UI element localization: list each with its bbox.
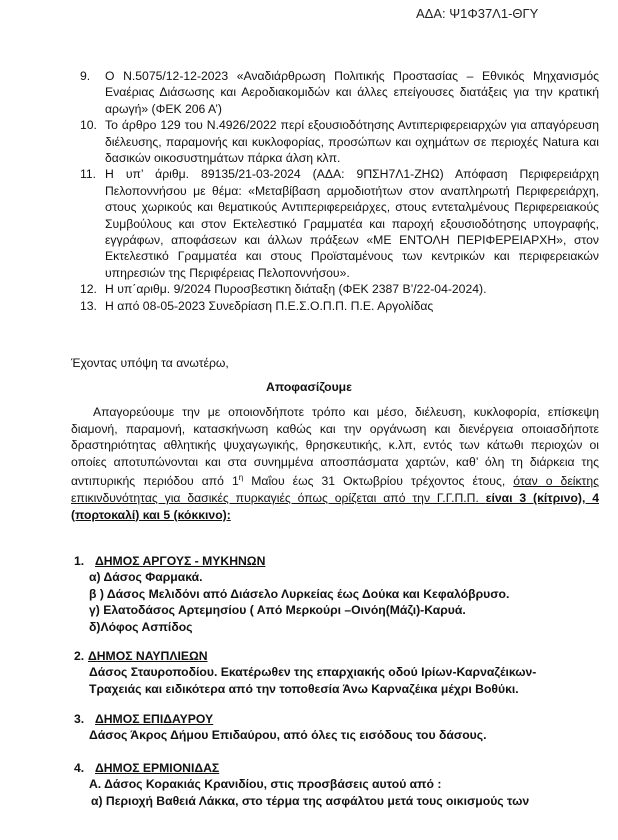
reference-item bbox=[80, 166, 599, 281]
reference-item bbox=[80, 68, 599, 117]
reference-text: Η από 08-05-2023 Συνεδρίαση Π.Ε.Σ.Ο.Π.Π. Π.Ε. Αργολίδας bbox=[105, 298, 434, 313]
ordinal-superscript: η bbox=[238, 473, 244, 483]
reference-text: Ο Ν.5075/12-12-2023 «Αναδιάρθρωση Πολιτικής Προστασίας – Εθνικός Μηχανισμός Εναέριας Διάσωσης και Αεροδιακομιδών και άλλες επείγουσες διατάξεις για την κρατική αρωγή» (ΦΕΚ 206 Α’) bbox=[105, 69, 599, 116]
reference-item bbox=[80, 117, 599, 166]
reference-number: 10. bbox=[80, 118, 97, 133]
reference-text: Το άρθρο 129 του Ν.4926/2022 περί εξουσιοδότησης Αντιπεριφερειαρχών για απαγόρευση διέλευσης, παραμονής και κυκλοφορίας, προσώπων και οχημάτων σε περιοχές Natura και δασικών οικοσυστημάτων πάρκα άλση κλπ. bbox=[105, 118, 599, 166]
area-item: α) Περιοχή Βαθειά Λάκκα, στο τέρμα της ασφάλτου μετά τους οικισμούς των bbox=[91, 793, 530, 808]
area-item: Δάσος Άκρος Δήμου Επιδαύρου, από όλες τις εισόδους του δάσους. bbox=[89, 728, 487, 743]
section-title: ΔΗΜΟΣ ΕΠΙΔΑΥΡΟΥ bbox=[95, 712, 214, 726]
section-municipality bbox=[74, 760, 604, 809]
decision-title: Αποφασίζουμε bbox=[266, 380, 352, 394]
section-municipality bbox=[74, 648, 604, 697]
section-number: 2. bbox=[74, 649, 85, 663]
section-number: 4. bbox=[74, 761, 85, 775]
reference-number: 9. bbox=[80, 69, 91, 83]
section-municipality bbox=[74, 553, 604, 635]
reference-text: Η υπ΄αριθμ. 9/2024 Πυροσβεστικη διάταξη (ΦΕΚ 2387 Β’/22-04-2024). bbox=[105, 282, 487, 297]
section-title: ΔΗΜΟΣ ΑΡΓΟΥΣ - ΜΥΚΗΝΩΝ bbox=[95, 554, 266, 568]
area-item: Δάσος Σταυροποδίου. Εκατέρωθεν της επαρχιακής οδού Ιρίων-Καρναζέικων- Τραχειάς και ειδικότερα από την τοποθεσία Άνω Καρναζέικα μέχρι Βοθύκι. bbox=[89, 665, 537, 696]
reference-number: 12. bbox=[80, 282, 97, 297]
area-item: γ) Ελατοδάσος Αρτεμησίου ( Από Μερκούρι –Οινόη(Μάζι)-Καρυά. bbox=[89, 603, 466, 618]
reference-item bbox=[80, 298, 599, 314]
section-number: 1. bbox=[74, 554, 85, 568]
reference-item bbox=[80, 281, 599, 297]
section-municipality bbox=[74, 711, 604, 744]
underlined-condition: όταν ο δείκτης επικινδυνότητας για δασικές πυρκαγιές όπως ορίζεται από την Γ.Γ.Π.Π. bbox=[71, 474, 600, 506]
area-item: α) Δάσος Φαρμακά. bbox=[89, 570, 203, 585]
decision-paragraph bbox=[71, 404, 599, 523]
reference-text: Η υπ’ άριθμ. 89135/21-03-2024 (ΑΔΑ: 9ΠΣΗ7Λ1-ΖΗΩ) Απόφαση Περιφερειάρχη Πελοποννήσου με θέμα: «Μεταβίβαση αρμοδιοτήτων στον αναπληρωτή Περιφερειάρχη, στους χωρικούς και θεματικούς Αντιπεριφερειάρχες, στους εντεταλμένους Περιφερειακούς Συμβούλους και στον Εκτελεστικό Γραμματέα και παροχή εξουσιοδότησης υπογραφής, εγγράφων, αποφάσεων και άλλων πράξεων «ΜΕ ΕΝΤΟΛΗ ΠΕΡΙΦΕΡΕΙΑΡΧΗ», στον Εκτελεστικό Γραμματέα και στους Προϊσταμένους των κεντρικών και περιφερειακών υπηρεσιών της Περιφέρειας Πελοποννήσου». bbox=[105, 167, 599, 280]
ada-code: ΑΔΑ: Ψ1Φ37Λ1-ΘΓΥ bbox=[416, 6, 539, 21]
risk-levels-text: είναι 3 (κίτρινο), 4 (πορτοκαλί) και 5 (κόκκινο): bbox=[71, 491, 599, 522]
area-item: δ)Λόφος Ασπίδος bbox=[89, 619, 193, 634]
area-item: β ) Δάσος Μελιδόνι από Διάσελο Λυρκείας έως Δούκα και Κεφαλόβρυσο. bbox=[89, 586, 510, 601]
area-item: Α. Δάσος Κορακιάς Κρανιδίου, στις προσβάσεις αυτού από : bbox=[89, 777, 442, 792]
paragraph-text: Απαγορεύουμε την με οποιονδήποτε τρόπο και μέσο, διέλευση, κυκλοφορία, επίσκεψη διαμονή, παραμονή, κατασκήνωση καθώς και την οργάνωση και διενέργεια οποιασδήποτε δραστηριότητας αθλητικής ψυχαγωγικής, θρησκευτικής, κ.λπ, εντός των κάτωθι περιοχών οι οποίες αποτυπώνονται και στα συνημμένα αποσπάσματα χαρτών, καθ’ όλη τη διάρκεια της αντιπυρικής περιόδου από 1 bbox=[71, 405, 599, 489]
references-list bbox=[80, 68, 599, 314]
section-number: 3. bbox=[74, 712, 85, 726]
section-title: ΔΗΜΟΣ ΝΑΥΠΛΙΕΩΝ bbox=[88, 649, 208, 663]
section-title: ΔΗΜΟΣ ΕΡΜΙΟΝΙΔΑΣ bbox=[95, 761, 220, 775]
reference-number: 11. bbox=[80, 167, 97, 182]
reference-number: 13. bbox=[80, 298, 97, 313]
paragraph-text: Μαΐου έως 31 Οκτωβρίου τρέχοντος έτους, bbox=[243, 474, 514, 489]
having-in-mind-text: Έχοντας υπόψη τα ανωτέρω, bbox=[71, 356, 229, 370]
